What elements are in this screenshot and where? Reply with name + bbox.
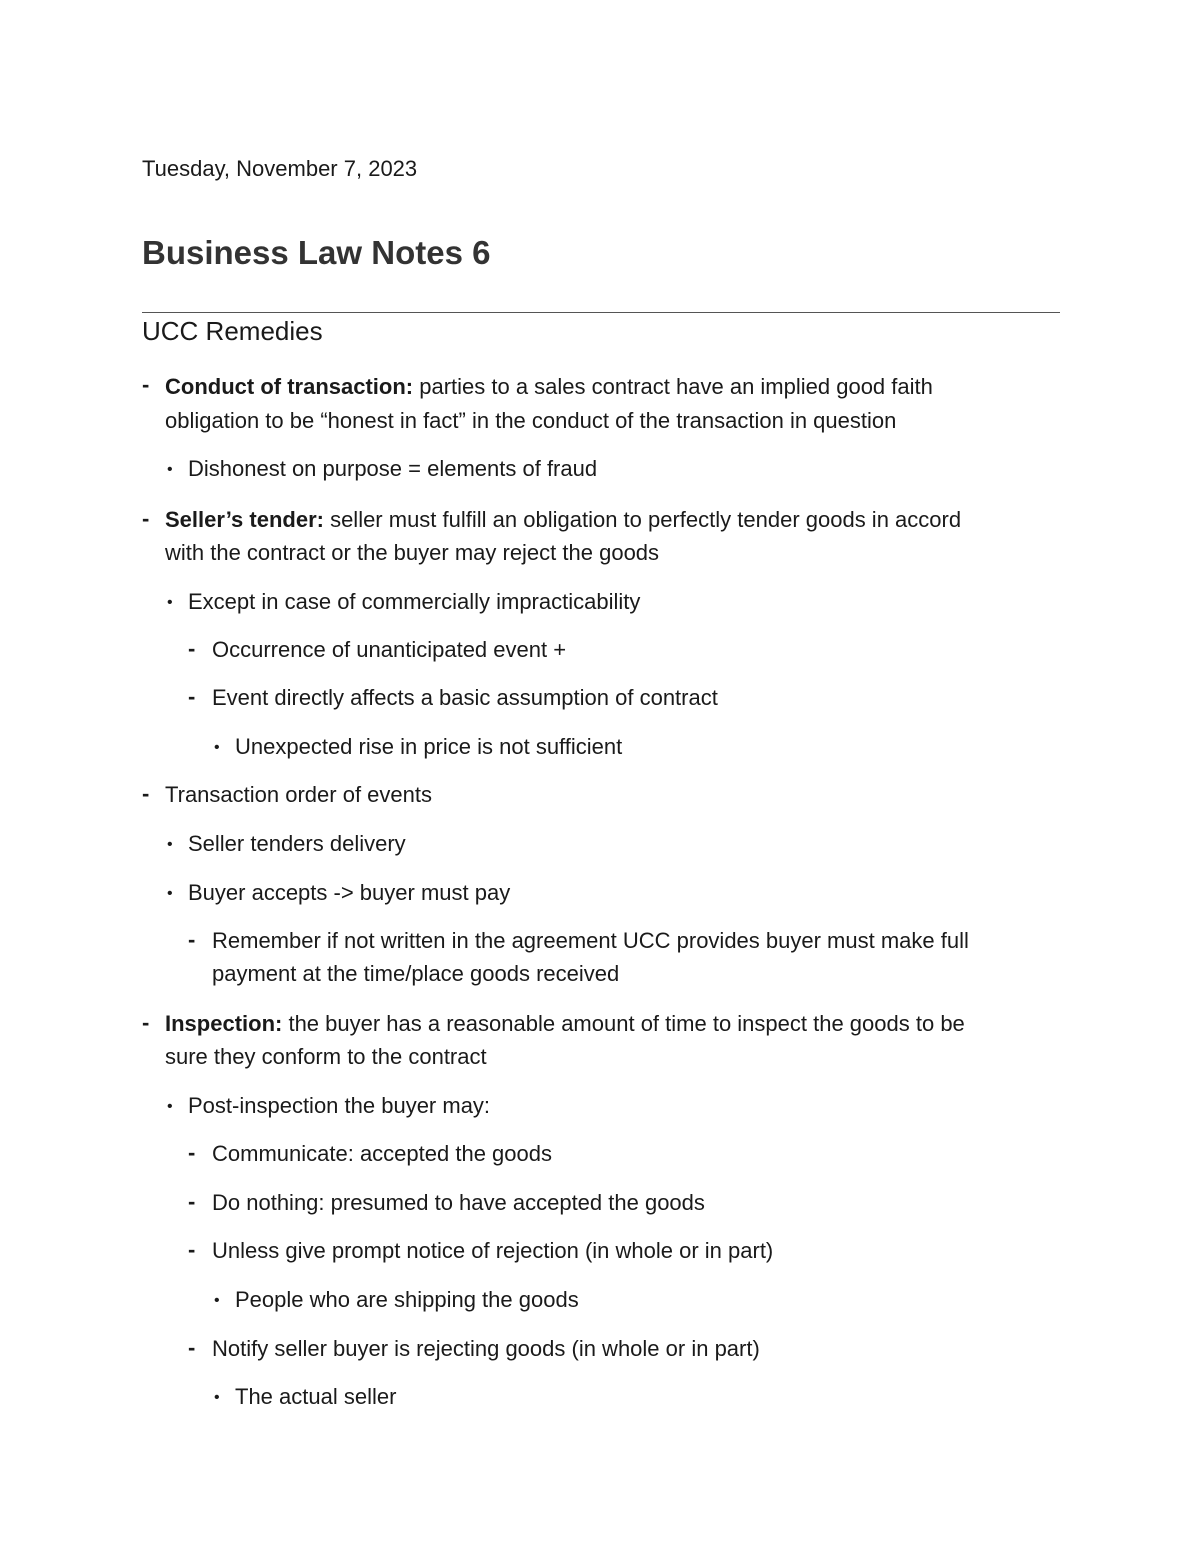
list-item: Transaction order of events (165, 782, 432, 807)
list-item: Do nothing: presumed to have accepted the goods (212, 1190, 705, 1215)
list-item-continuation: with the contract or the buyer may reject the goods (165, 540, 660, 565)
dash-marker: - (188, 1237, 196, 1262)
list-item: Communicate: accepted the goods (212, 1141, 552, 1166)
list-item: Inspection: the buyer has a reasonable amount of time to inspect the goods to be (165, 1011, 965, 1036)
dash-marker: - (188, 1189, 196, 1214)
list-item-continuation: payment at the time/place goods received (212, 961, 620, 986)
list-item: Occurrence of unanticipated event + (212, 637, 567, 662)
dash-marker: - (142, 372, 150, 397)
list-item: People who are shipping the goods (235, 1287, 579, 1312)
bullet-marker: • (167, 594, 173, 611)
list-item: Unless give prompt notice of rejection (in whole or in part) (212, 1238, 774, 1263)
bullet-marker: • (214, 1292, 220, 1309)
dash-marker: - (188, 684, 196, 709)
dash-marker: - (142, 781, 150, 806)
page-title: Business Law Notes 6 (142, 234, 491, 271)
bullet-marker: • (167, 1098, 173, 1115)
dash-marker: - (188, 636, 196, 661)
term-label: Conduct of transaction: (165, 374, 414, 399)
list-item: Notify seller buyer is rejecting goods (in whole or in part) (212, 1336, 760, 1361)
list-item: Buyer accepts -> buyer must pay (188, 880, 511, 905)
bullet-marker: • (214, 1389, 220, 1406)
section-heading: UCC Remedies (142, 316, 323, 346)
list-item: Dishonest on purpose = elements of fraud (188, 456, 598, 481)
bullet-marker: • (167, 885, 173, 902)
bullet-marker: • (167, 836, 173, 853)
list-item: The actual seller (235, 1384, 397, 1409)
dash-marker: - (188, 1335, 196, 1360)
dash-marker: - (188, 927, 196, 952)
list-item: Except in case of commercially impracticability (188, 589, 641, 614)
list-item-continuation: obligation to be “honest in fact” in the conduct of the transaction in question (165, 408, 897, 433)
term-label: Seller’s tender: (165, 507, 324, 532)
list-item: Unexpected rise in price is not sufficient (235, 734, 623, 759)
bullet-marker: • (167, 461, 173, 478)
list-item: Event directly affects a basic assumption of contract (212, 685, 718, 710)
dash-marker: - (142, 1010, 150, 1035)
list-item: Seller tenders delivery (188, 831, 406, 856)
list-item: Conduct of transaction: parties to a sales contract have an implied good faith (165, 374, 933, 399)
dash-marker: - (188, 1140, 196, 1165)
dash-marker: - (142, 506, 150, 531)
bullet-marker: • (214, 739, 220, 756)
note-date: Tuesday, November 7, 2023 (142, 156, 418, 181)
list-item: Post-inspection the buyer may: (188, 1093, 491, 1118)
title-divider (142, 312, 1060, 313)
term-label: Inspection: (165, 1011, 283, 1036)
list-item: Remember if not written in the agreement UCC provides buyer must make full (212, 928, 969, 953)
list-item: Seller’s tender: seller must fulfill an obligation to perfectly tender goods in accord (165, 507, 962, 532)
list-item-continuation: sure they conform to the contract (165, 1044, 487, 1069)
